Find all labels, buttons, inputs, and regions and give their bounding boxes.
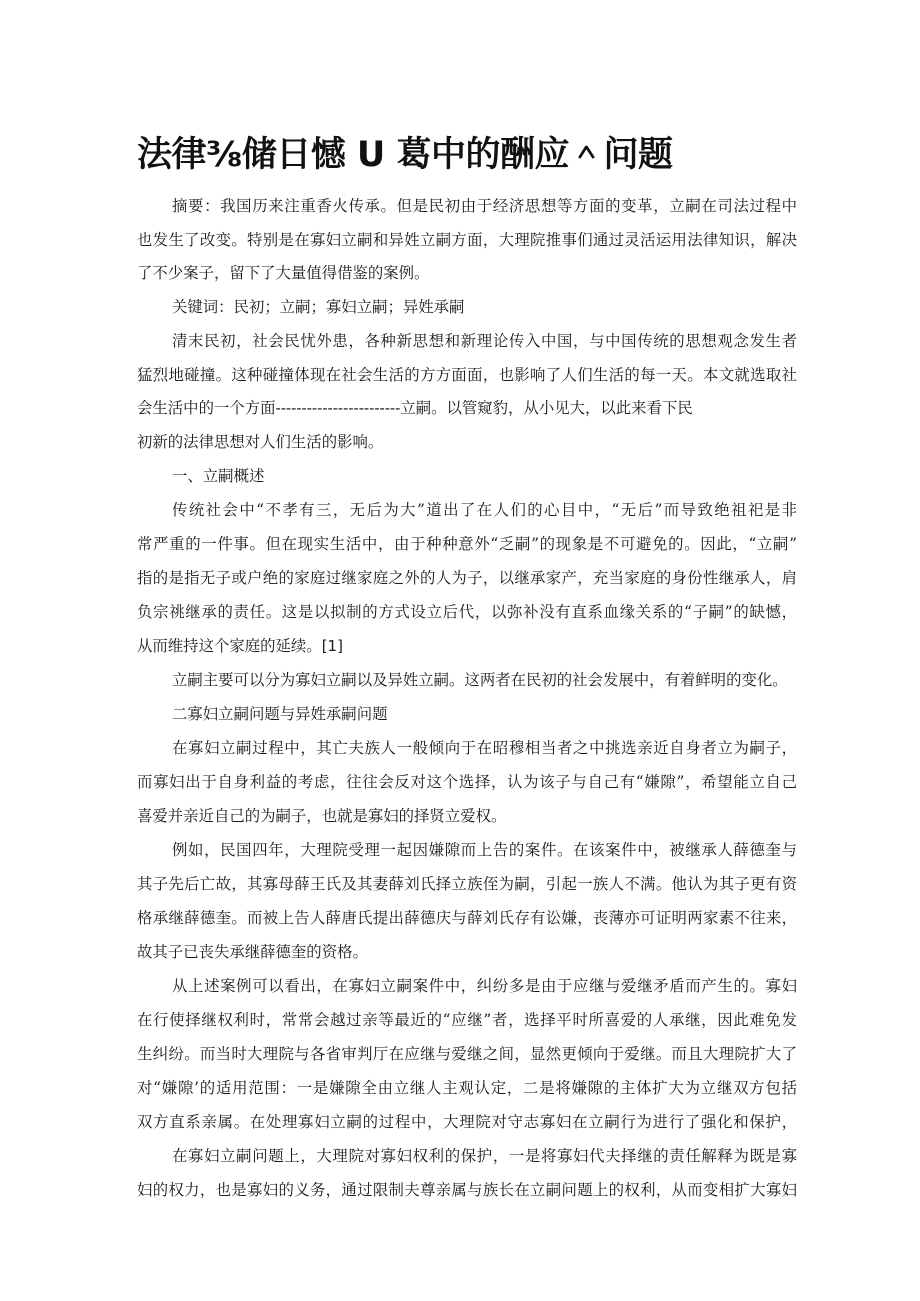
intro-line: 初新的法律思想对人们生活的影响。: [137, 433, 384, 451]
paragraph-line: 生纠纷。而当时大理院与各省审判厅在应继与爱继之间，显然更倾向于爱继。而且大理院扩大了: [137, 1045, 797, 1063]
paragraph-line: 喜爱并亲近自己的为嗣子，也就是寡妇的择贤立爱权。: [137, 807, 507, 825]
paragraph-line: 妇的权力，也是寡妇的义务，通过限制夫尊亲属与族长在立嗣问题上的权利，从而变相扩大寡妇: [137, 1181, 797, 1199]
paragraph-line: 双方直系亲属。在处理寡妇立嗣的过程中，大理院对守志寡妇在立嗣行为进行了强化和保护，: [137, 1113, 797, 1131]
paragraph-line: 常严重的一件事。但在现实生活中，由于种种意外“乏嗣”的现象是不可避免的。因此，“立嗣”: [137, 535, 797, 553]
abstract-line: 也发生了改变。特别是在寡妇立嗣和异姓立嗣方面，大理院推事们通过灵活运用法律知识，解决: [137, 231, 797, 249]
paragraph-line: 负宗祧继承的责任。这是以拟制的方式设立后代，以弥补没有直系血缘关系的“子嗣”的缺憾，: [137, 603, 797, 621]
intro-line: 清末民初，社会民忧外患，各种新思想和新理论传入中国，与中国传统的思想观念发生者: [172, 332, 797, 350]
section-heading: 一、立嗣概述: [172, 467, 265, 485]
abstract-line: 了不少案子，留下了大量值得借鉴的案例。: [137, 264, 430, 282]
keywords: 关键词：民初；立嗣；寡妇立嗣；异姓承嗣: [172, 298, 465, 316]
section-heading: 二寡妇立嗣问题与异姓承嗣问题: [172, 705, 388, 723]
paragraph-line: 而寡妇出于自身利益的考虑，往往会反对这个选择，认为该子与自己有“嫌隙”，希望能立自己: [137, 773, 797, 791]
paragraph-line: 指的是指无子或户绝的家庭过继家庭之外的人为子，以继承家产，充当家庭的身份性继承人，肩: [137, 569, 797, 587]
paragraph-line: 故其子已丧失承继薛德奎的资格。: [137, 943, 368, 961]
intro-line: 会生活中的一个方面------------------------立嗣。以管窥豹，从小见大，以此来看下民: [137, 399, 693, 417]
paragraph-line: 例如，民国四年，大理院受理一起因嫌隙而上告的案件。在该案件中，被继承人薛德奎与: [172, 841, 797, 859]
paragraph-line: 从上述案例可以看出，在寡妇立嗣案件中，纠纷多是由于应继与爱继矛盾而产生的。寡妇: [172, 977, 797, 995]
paragraph-line: 格承继薛德奎。而被上告人薛唐氏提出薛德庆与薛刘氏存有讼嫌，丧薄亦可证明两家素不往来，: [137, 909, 797, 927]
paragraph-text: 从而维持这个家庭的延续。: [137, 637, 322, 655]
paragraph-line: 其子先后亡故，其寡母薛王氏及其妻薛刘氏择立族侄为嗣，引起一族人不满。他认为其子更有资: [137, 875, 797, 893]
paragraph-line: 传统社会中“不孝有三，无后为大”道出了在人们的心目中，“无后”而导致绝祖祀是非: [172, 501, 797, 519]
abstract-line: 摘要：我国历来注重香火传承。但是民初由于经济思想等方面的变革，立嗣在司法过程中: [172, 197, 797, 215]
citation-link[interactable]: [1]: [321, 637, 343, 655]
paragraph-line: 在行使择继权利时，常常会越过亲等最近的“应继”者，选择平时所喜爱的人承继，因此难免发: [137, 1011, 797, 1029]
paragraph-line: [137, 635, 797, 657]
paragraph-line: 对“嫌隙’的适用范围：一是嫌隙全由立继人主观认定，二是将嫌隙的主体扩大为立继双方包括: [137, 1079, 797, 1097]
paragraph-line: 立嗣主要可以分为寡妇立嗣以及异姓立嗣。这两者在民初的社会发展中，有着鲜明的变化。: [172, 671, 788, 689]
paragraph-line: 在寡妇立嗣过程中，其亡夫族人一般倾向于在昭穆相当者之中挑选亲近自身者立为嗣子，: [172, 739, 797, 757]
document-title: 法律⅜储日憾 U 葛中的酬应＾问题: [137, 135, 673, 175]
intro-line: 猛烈地碰撞。这种碰撞体现在社会生活的方方面面，也影响了人们生活的每一天。本文就选取社: [137, 366, 797, 384]
paragraph-line: 在寡妇立嗣问题上，大理院对寡妇权利的保护，一是将寡妇代夫择继的责任解释为既是寡: [172, 1147, 797, 1165]
